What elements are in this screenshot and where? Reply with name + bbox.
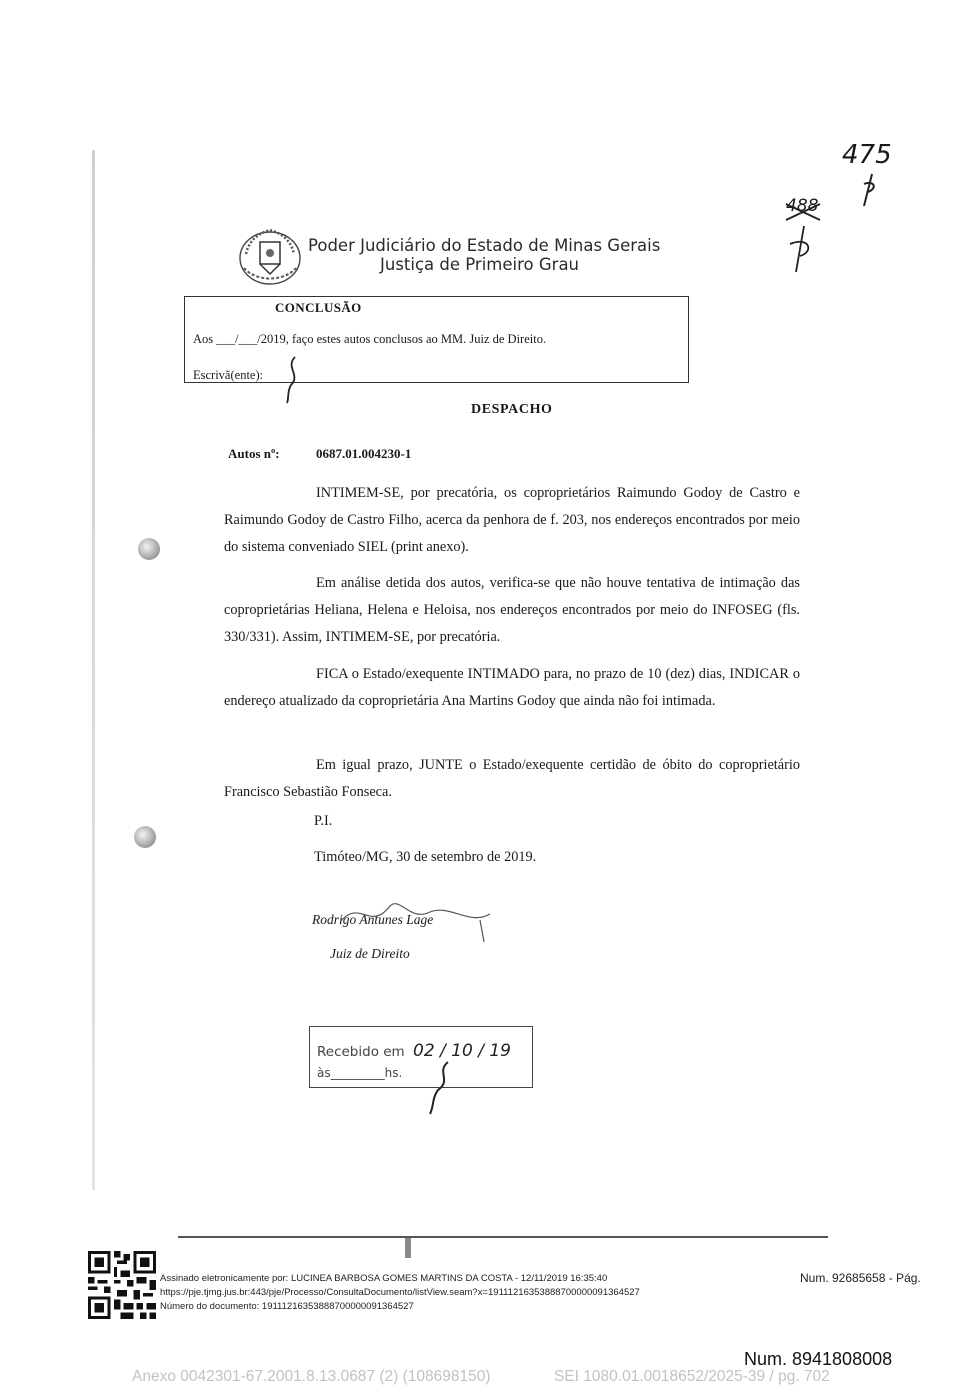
coat-of-arms-icon xyxy=(236,224,304,286)
qr-code-icon xyxy=(88,1251,156,1319)
folio-struck-number: 488 xyxy=(786,196,819,216)
paragraph-3: FICA o Estado/exequente INTIMADO para, no prazo de 10 (dez) dias, INDICAR o endereço atualizado da coproprietária Ana Martins Godoy que ainda não foi intimada. xyxy=(224,666,800,709)
folio-number: 475 xyxy=(842,140,892,170)
document-number: Número do documento: 19111216353888700000091364527 xyxy=(160,1301,414,1312)
despacho-title: DESPACHO xyxy=(471,402,553,417)
institution-subtitle: Justiça de Primeiro Grau xyxy=(380,255,580,274)
autos-label: Autos nº: xyxy=(228,446,280,461)
conclusao-box xyxy=(184,296,689,383)
document-url[interactable]: https://pje.tjmg.jus.br:443/pje/Processo/ConsultaDocumento/listView.seam?x=19111216353888700000091364527 xyxy=(160,1287,640,1298)
autos-number: 0687.01.004230-1 xyxy=(316,446,412,461)
folio-strike-mark xyxy=(780,196,830,276)
institution-header xyxy=(308,236,660,274)
received-label: Recebido em xyxy=(317,1044,405,1060)
time-label: às_________hs. xyxy=(317,1066,403,1080)
date-line: Timóteo/MG, 30 de setembro de 2019. xyxy=(314,849,537,865)
folio-initial-mark xyxy=(850,170,890,210)
annex-right: SEI 1080.01.0018652/2025-39 / pg. 702 xyxy=(554,1368,830,1385)
escriva-signature xyxy=(281,355,305,405)
signer-name: Rodrigo Antunes Lage xyxy=(312,912,434,927)
footer-divider xyxy=(178,1236,828,1238)
footer-divider-tick xyxy=(405,1238,411,1258)
signed-by-line: Assinado eletronicamente por: LUCINEA BARBOSA GOMES MARTINS DA COSTA - 12/11/2019 16:35:40 xyxy=(160,1273,608,1284)
received-date: 02 / 10 / 19 xyxy=(413,1041,511,1061)
stamp-signature xyxy=(418,1058,458,1116)
conclusao-aos-line: Aos ___/___/2019, faço estes autos conclusos ao MM. Juiz de Direito. xyxy=(193,332,547,346)
num-page: Num. 92685658 - Pág. xyxy=(800,1271,921,1285)
escriva-label: Escrivã(ente): xyxy=(193,368,264,382)
annex-left: Anexo 0042301-67.2001.8.13.0687 (2) (108698150) xyxy=(132,1368,491,1385)
publish-intimate: P.I. xyxy=(314,813,333,829)
punch-hole-bottom xyxy=(134,826,156,848)
num-big: Num. 8941808008 xyxy=(744,1349,893,1369)
paragraph-2: Em análise detida dos autos, verifica-se que não houve tentativa de intimação das coproprietárias Heliana, Helena e Heloisa, nos endereços encontrados por meio do INFOSEG (fls. 330/331). Assim, INTIMEM-SE, por precatória. xyxy=(224,575,800,645)
scan-edge-shadow xyxy=(92,150,95,1190)
received-row xyxy=(317,1041,511,1061)
conclusao-title: CONCLUSÃO xyxy=(275,300,362,315)
annex-watermark xyxy=(132,1368,852,1386)
punch-hole-top xyxy=(138,538,160,560)
paragraph-4: Em igual prazo, JUNTE o Estado/exequente certidão de óbito do coproprietário Francisco Sebastião Fonseca. xyxy=(224,757,800,800)
signer-role: Juiz de Direito xyxy=(330,946,410,961)
paragraph-1: INTIMEM-SE, por precatória, os coproprietários Raimundo Godoy de Castro e Raimundo Godoy de Castro Filho, acerca da penhora de f. 203, nos endereços encontrados por meio do sistema conveniado SIEL (print anexo). xyxy=(224,485,800,555)
autos-line xyxy=(228,446,412,462)
judge-signature xyxy=(330,892,510,948)
electronic-signature-footer xyxy=(160,1272,640,1314)
institution-name: Poder Judiciário do Estado de Minas Gerais xyxy=(308,236,661,255)
